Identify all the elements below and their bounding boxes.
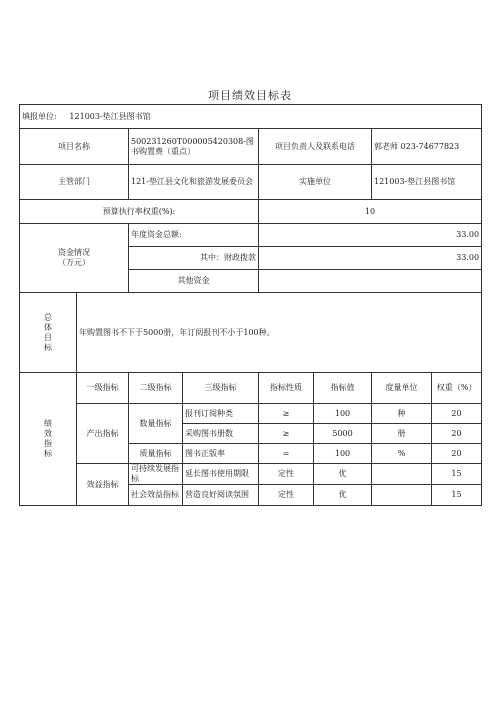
goal-label-char: 标 <box>44 342 52 352</box>
project-name-label: 项目名称 <box>20 129 129 165</box>
funds-annual-label: 年度资金总额: <box>129 224 259 247</box>
funds-label-line2: （万元） <box>58 258 90 267</box>
header-level1: 一级指标 <box>77 373 129 404</box>
level1-benefit: 效益指标 <box>77 464 129 506</box>
perf-label-char: 效 <box>44 429 52 438</box>
level2-quality: 质量指标 <box>129 444 183 464</box>
row-weight: 20 <box>432 444 482 464</box>
row-value: 优 <box>314 485 372 506</box>
perf-label-char: 绩 <box>44 419 52 428</box>
funds-other-value <box>259 270 482 293</box>
row-unit: 种 <box>372 404 432 424</box>
goal-label-char: 体 <box>44 322 52 332</box>
contact-label: 项目负责人及联系电话 <box>259 129 372 165</box>
header-nature: 指标性质 <box>259 373 314 404</box>
goal-label-char: 总 <box>44 312 52 322</box>
row-value: 优 <box>314 464 372 485</box>
row-value: 100 <box>314 444 372 464</box>
row-l3: 图书正版率 <box>183 444 259 464</box>
row-unit <box>372 485 432 506</box>
row-value: 100 <box>314 404 372 424</box>
header-unit: 度量单位 <box>372 373 432 404</box>
project-name-row <box>20 129 482 165</box>
budget-weight-value: 10 <box>259 200 482 224</box>
funds-fiscal-value: 33.00 <box>259 247 482 270</box>
row-l3: 报刊订阅种类 <box>183 404 259 424</box>
row-nature: = <box>259 444 314 464</box>
header-weight: 权重（%） <box>432 373 482 404</box>
filler-label: 填报单位: <box>22 111 57 121</box>
row-l3: 采购图书册数 <box>183 424 259 444</box>
goal-row <box>20 293 482 373</box>
row-weight: 15 <box>432 485 482 506</box>
row-weight: 20 <box>432 424 482 444</box>
dept-row <box>20 165 482 200</box>
performance-table <box>19 104 482 506</box>
contact-value: 郭老师 023-74677823 <box>372 129 482 165</box>
impl-label: 实施单位 <box>259 165 372 200</box>
budget-weight-label: 预算执行率权重(%): <box>20 200 259 224</box>
row-unit <box>372 464 432 485</box>
funds-annual-row <box>20 224 482 247</box>
goal-text: 年购置图书不下于5000册，年订阅报刊不小于100种。 <box>77 293 482 373</box>
dept-value: 121-垫江县文化和旅游发展委员会 <box>129 165 259 200</box>
perf-label-char: 指 <box>44 439 52 448</box>
perf-label <box>20 373 77 506</box>
funds-label-line1: 资金情况 <box>58 248 90 257</box>
dept-label: 主管部门 <box>20 165 129 200</box>
row-l3: 营造良好阅读氛围 <box>183 485 259 506</box>
table-row <box>20 404 482 424</box>
row-weight: 15 <box>432 464 482 485</box>
row-nature: ≥ <box>259 424 314 444</box>
filler-row <box>20 105 482 129</box>
filler-cell <box>20 105 482 129</box>
funds-annual-value: 33.00 <box>259 224 482 247</box>
funds-label <box>20 224 129 293</box>
row-l2: 社会效益指标 <box>129 485 183 506</box>
goal-label <box>20 293 77 373</box>
funds-fiscal-label: 其中：财政拨款 <box>129 247 259 270</box>
row-unit: % <box>372 444 432 464</box>
row-l2: 可持续发展指标 <box>129 464 183 485</box>
perf-header-row <box>20 373 482 404</box>
funds-other-label: 其他资金 <box>129 270 259 293</box>
row-l3: 延长图书使用期限 <box>183 464 259 485</box>
level1-output: 产出指标 <box>77 404 129 464</box>
impl-value: 121003-垫江县图书馆 <box>372 165 482 200</box>
header-level2: 二级指标 <box>129 373 183 404</box>
level2-quantity: 数量指标 <box>129 404 183 444</box>
row-nature: ≥ <box>259 404 314 424</box>
row-nature: 定性 <box>259 464 314 485</box>
header-value: 指标值 <box>314 373 372 404</box>
row-weight: 20 <box>432 404 482 424</box>
project-name-value: 500231260T000005420308-图书购置费（重点） <box>129 129 259 165</box>
header-level3: 三级指标 <box>183 373 259 404</box>
goal-label-char: 目 <box>44 332 52 342</box>
budget-weight-row <box>20 200 482 224</box>
row-unit: 册 <box>372 424 432 444</box>
perf-label-char: 标 <box>44 449 52 458</box>
filler-value: 121003-垫江县图书馆 <box>69 111 151 121</box>
page-title: 项目绩效目标表 <box>208 89 292 102</box>
row-nature: 定性 <box>259 485 314 506</box>
table-row <box>20 464 482 485</box>
row-value: 5000 <box>314 424 372 444</box>
